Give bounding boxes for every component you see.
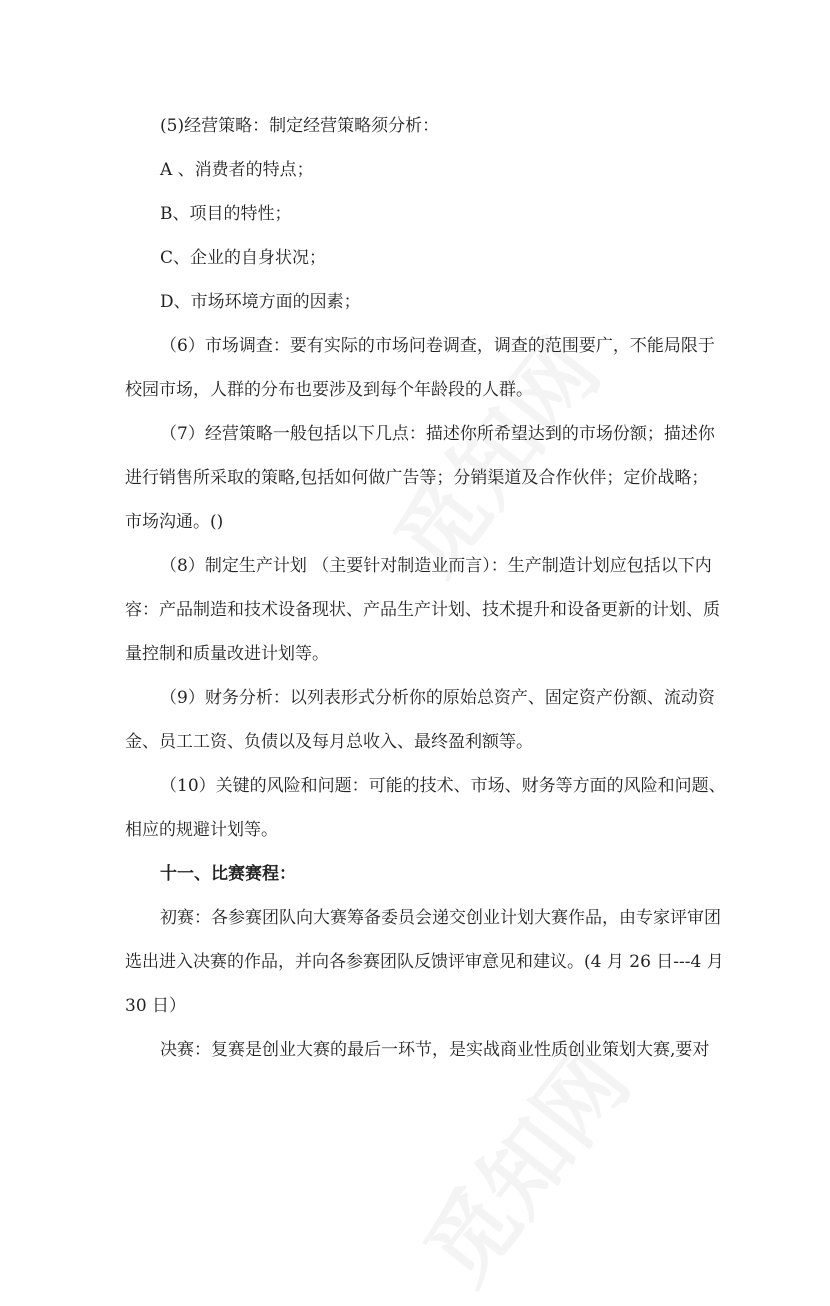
- text-line: 进行销售所采取的策略,包括如何做广告等；分销渠道及合作伙伴；定价战略；: [125, 468, 709, 488]
- text-line: 决赛：复赛是创业大赛的最后一环节，是实战商业性质创业策划大赛,要对: [160, 1040, 710, 1060]
- text-line: 量控制和质量改进计划等。: [125, 644, 329, 664]
- text-line: 金、员工工资、负债以及每月总收入、最终盈利额等。: [125, 732, 533, 752]
- text-line: 校园市场，人群的分布也要涉及到每个年龄段的人群。: [125, 380, 533, 400]
- text-line: （7）经营策略一般包括以下几点：描述你所希望达到的市场份额；描述你: [160, 424, 715, 444]
- text-line: 初赛：各参赛团队向大赛筹备委员会递交创业计划大赛作品，由专家评审团: [160, 908, 721, 928]
- text-line: 选出进入决赛的作品，并向各参赛团队反馈评审意见和建议。(4 月 26 日---4 月: [125, 952, 724, 972]
- text-line: 容：产品制造和技术设备现状、产品生产计划、技术提升和设备更新的计划、质: [125, 600, 720, 620]
- text-line: D、市场环境方面的因素；: [160, 292, 361, 312]
- text-line: （8）制定生产计划 （主要针对制造业而言）：生产制造计划应包括以下内: [160, 556, 712, 576]
- text-line: （9）财务分析：以列表形式分析你的原始总资产、固定资产份额、流动资: [160, 688, 715, 708]
- text-line: A 、消费者的特点；: [160, 160, 314, 180]
- text-line: 市场沟通。(): [125, 512, 224, 532]
- text-line: 相应的规避计划等。: [125, 820, 278, 840]
- text-line: （10）关键的风险和问题：可能的技术、市场、财务等方面的风险和问题、: [160, 776, 726, 796]
- watermark: [391, 1020, 653, 1306]
- text-line: （6）市场调查：要有实际的市场问卷调查，调查的范围要广，不能局限于: [160, 336, 715, 356]
- text-line: C、企业的自身状况；: [160, 248, 327, 268]
- text-line: 30 日）: [125, 996, 187, 1016]
- section-heading: 十一、比赛赛程：: [160, 864, 296, 884]
- text-line: (5)经营策略：制定经营策略须分析：: [160, 116, 440, 136]
- text-line: B、项目的特性；: [160, 204, 292, 224]
